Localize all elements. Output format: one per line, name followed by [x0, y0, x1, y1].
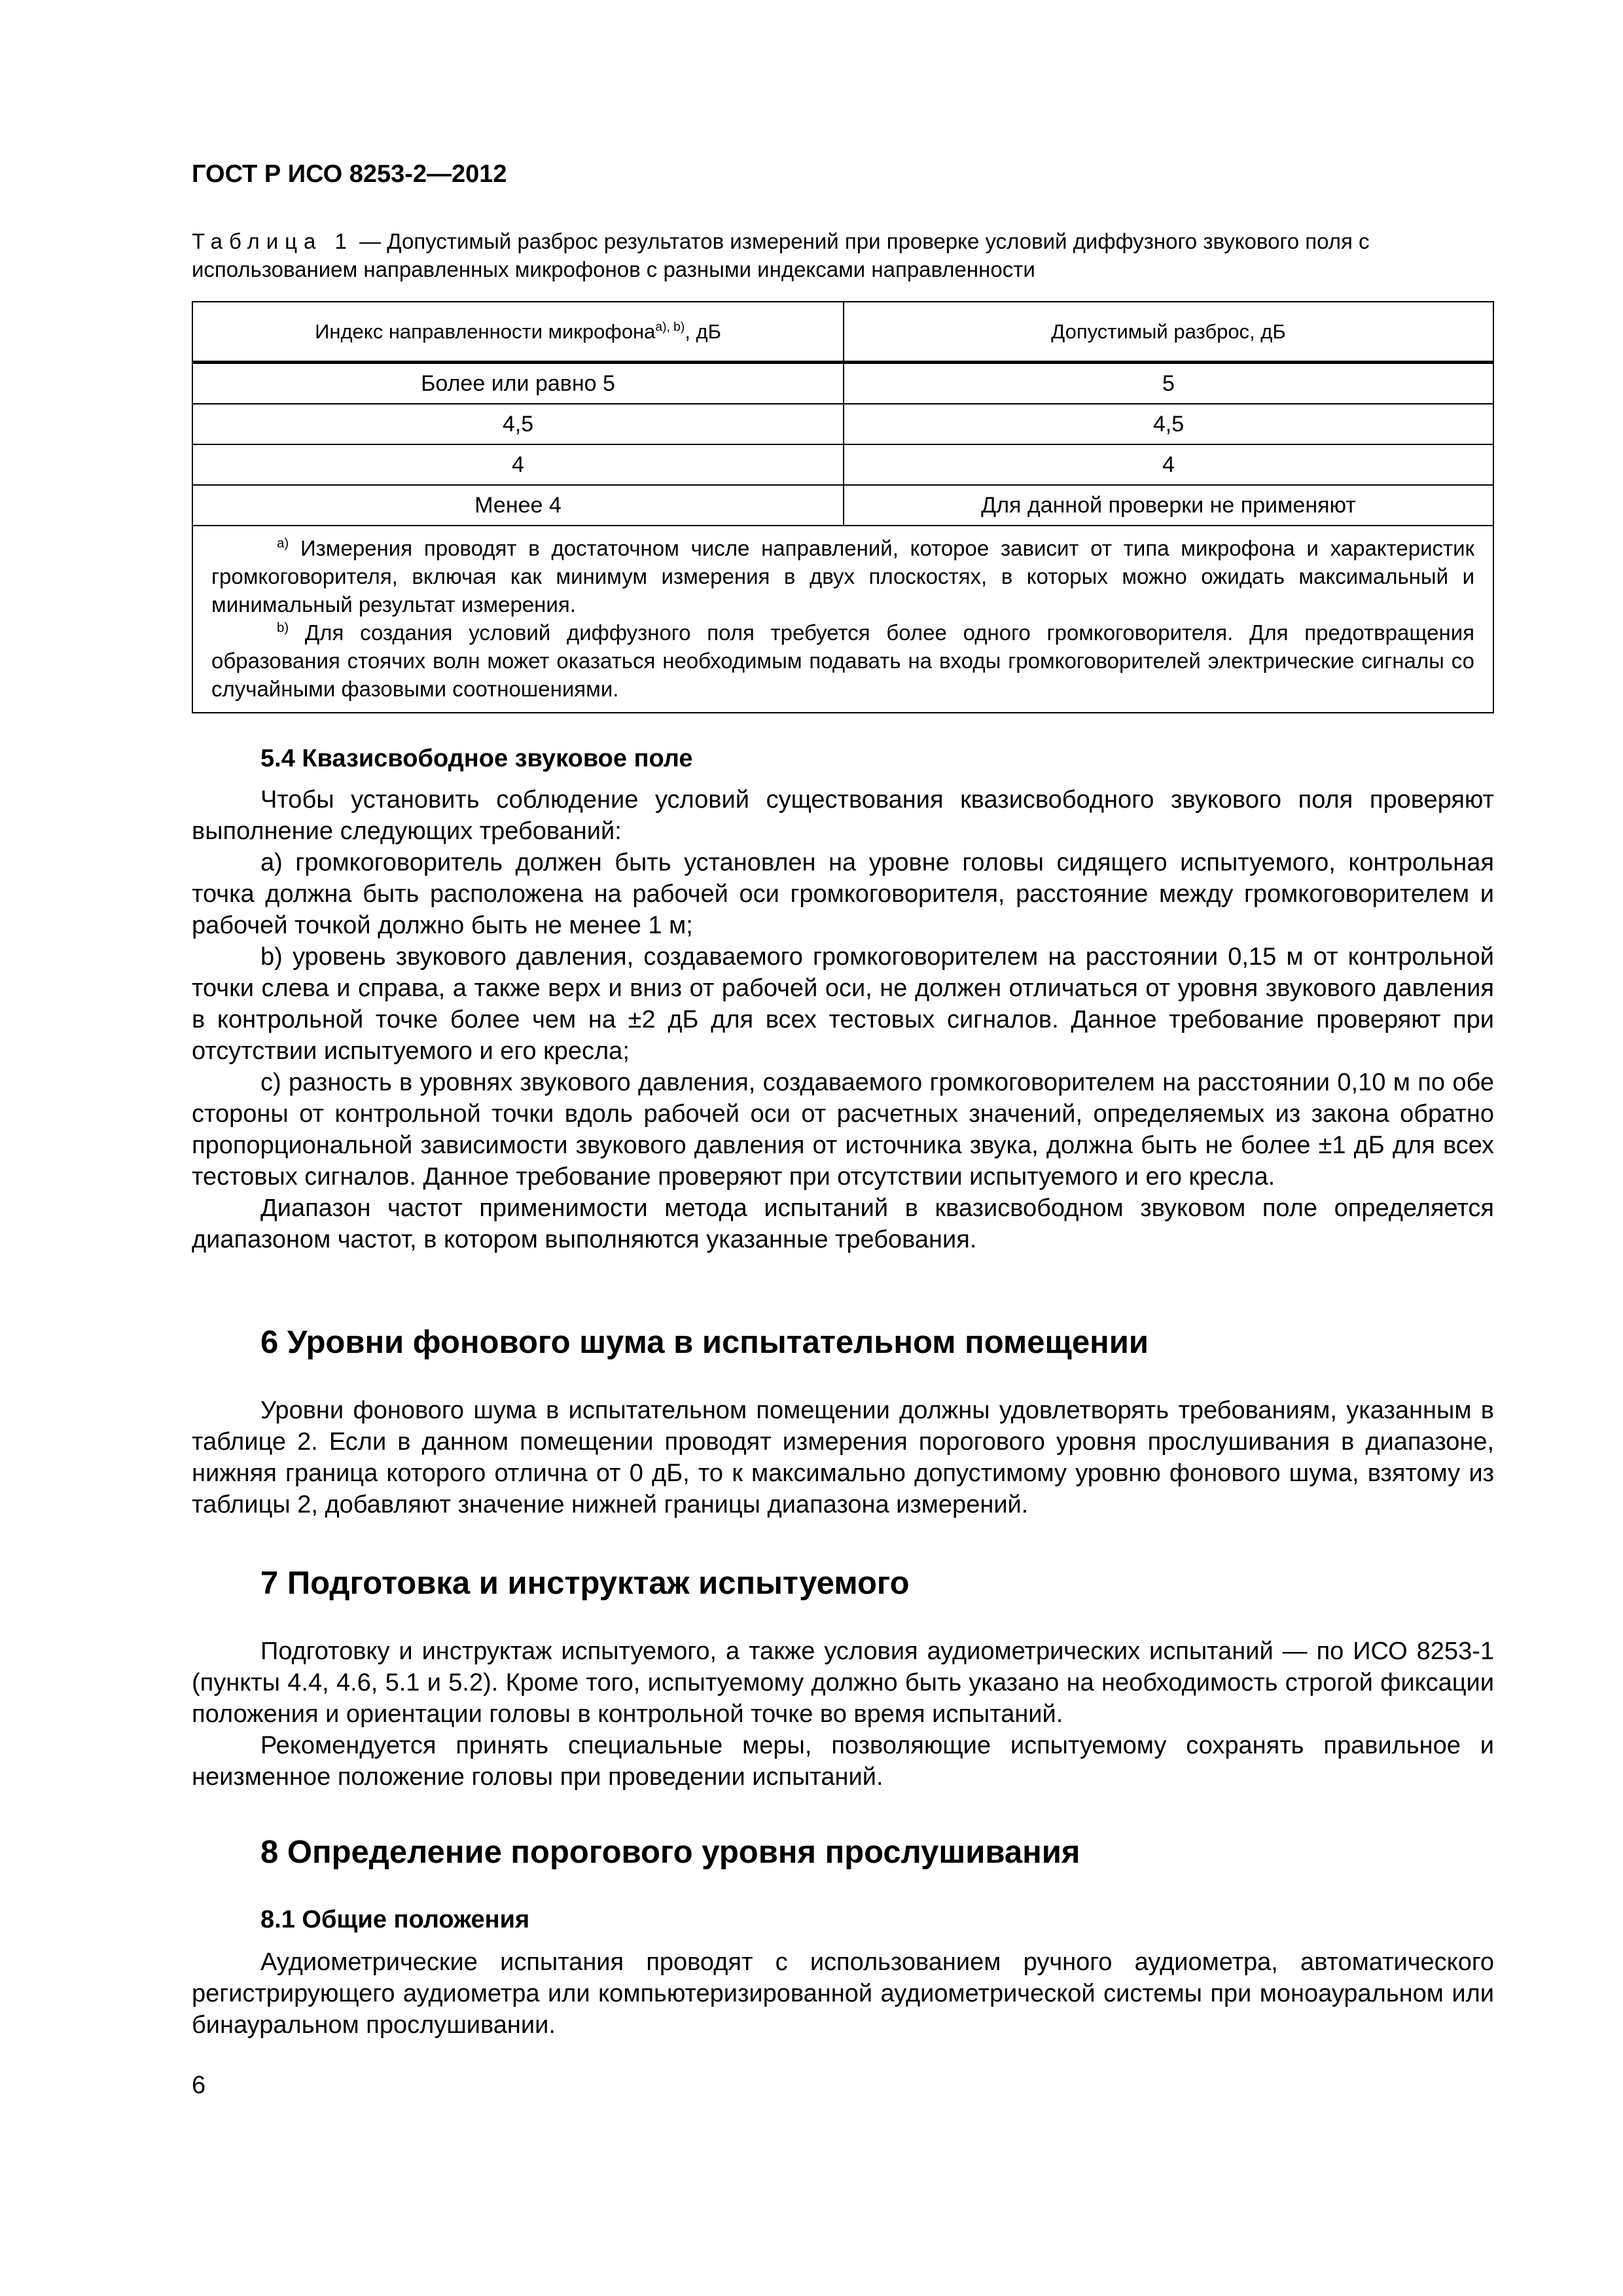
page-header-standard: ГОСТ Р ИСО 8253-2—2012: [192, 160, 507, 188]
paragraph: Чтобы установить соблюдение условий существования квазисвободного звукового поля проверяют выполнение следующих требований:: [192, 786, 1494, 845]
table-cell-index: 4: [192, 444, 844, 485]
table-row: [192, 363, 1493, 404]
table-header-row: [192, 302, 1493, 363]
table-cell-index: Более или равно 5: [192, 363, 844, 404]
paragraph: c) разность в уровнях звукового давления, создаваемого громкоговорителем на расстоянии 0,10 м по обе стороны от контрольной точки вдоль рабочей оси от расчетных значений, определяемых из закона обратно пропорциональной зависимости звукового давления от источника звука, должна быть не более ±1 дБ для всех тестовых сигналов. Данное требование проверяют при отсутствии испытуемого и его кресла.: [192, 1069, 1494, 1191]
paragraph: Рекомендуется принять специальные меры, позволяющие испытуемому сохранять правильное и неизменное положение головы при проведении испытаний.: [192, 1732, 1494, 1791]
table-cell-index: 4,5: [192, 404, 844, 444]
paragraph: b) уровень звукового давления, создаваемого громкоговорителем на расстоянии 0,15 м от контрольной точки слева и справа, а также верх и вниз от рабочей оси, не должен отличаться от уровня звукового давления в контрольной точке более чем на ±2 дБ для всех тестовых сигналов. Данное требование проверяют при отсутствии испытуемого и его кресла;: [192, 943, 1494, 1065]
paragraph: a) громкоговоритель должен быть установлен на уровне головы сидящего испытуемого, контрольная точка должна быть расположена на рабочей оси громкоговорителя, расстояние между громкоговорителем и рабочей точкой должно быть не менее 1 м;: [192, 849, 1494, 939]
table-notes: [192, 526, 1493, 713]
section-6-body: [192, 1395, 1494, 1520]
page-number: 6: [192, 2072, 206, 2099]
table-notes-row: [192, 526, 1493, 713]
table-note: $^{b)}$ Для создания условий диффузного поля требуется более одного громкоговорителя. Для предотвращения образования стоячих волн может оказаться необходимым подавать на входы громкоговорителей электрические сигналы со случайными фазовыми соотношениями.: [211, 620, 1474, 701]
section-6-heading: 6 Уровни фонового шума в испытательном помещении: [260, 1325, 1149, 1360]
paragraph: Аудиометрические испытания проводят с использованием ручного аудиометра, автоматического регистрирующего аудиометра или компьютеризированной аудиометрической системы при моноауральном или бинауральном прослушивании.: [192, 1948, 1494, 2039]
section-7-body: [192, 1636, 1494, 1793]
table-cell-spread: 4,5: [844, 404, 1493, 444]
table-cell-spread: Для данной проверки не применяют: [844, 485, 1493, 526]
section-7-heading: 7 Подготовка и инструктаж испытуемого: [260, 1566, 910, 1601]
table-caption: [192, 227, 1494, 283]
table-caption-text: — Допустимый разброс результатов измерений при проверке условий диффузного звукового поля с использованием направленных микрофонов с разными индексами направленности: [192, 229, 1370, 281]
table-cell-index: Менее 4: [192, 485, 844, 526]
col-header-allowed-spread: Допустимый разброс, дБ: [844, 302, 1493, 363]
paragraph: Диапазон частот применимости метода испытаний в квазисвободном звуковом поле определяется диапазоном частот, в котором выполняются указанные требования.: [192, 1194, 1494, 1253]
table-caption-label: Таблица 1: [192, 229, 353, 253]
table-note: $^{a)}$ Измерения проводят в достаточном числе направлений, которое зависит от типа микрофона и характеристик громкоговорителя, включая как минимум измерения в двух плоскостях, в которых можно ожидать максимальный и минимальный результат измерения.: [211, 535, 1474, 617]
section-8-1-body: [192, 1946, 1494, 2041]
section-5-4-body: [192, 784, 1494, 1255]
directivity-table: [192, 301, 1494, 713]
table-row: [192, 444, 1493, 485]
table-cell-spread: 5: [844, 363, 1493, 404]
section-8-heading: 8 Определение порогового уровня прослушивания: [260, 1835, 1080, 1870]
table-row: [192, 404, 1493, 444]
table-row: [192, 485, 1493, 526]
paragraph: Уровни фонового шума в испытательном помещении должны удовлетворять требованиям, указанным в таблице 2. Если в данном помещении проводят измерения порогового уровня прослушивания в диапазоне, нижняя граница которого отлична от 0 дБ, то к максимально допустимому уровню фонового шума, взятому из таблицы 2, добавляют значение нижней границы диапазона измерений.: [192, 1397, 1494, 1518]
table-cell-spread: 4: [844, 444, 1493, 485]
paragraph: Подготовку и инструктаж испытуемого, а также условия аудиометрических испытаний — по ИСО 8253-1 (пункты 4.4, 4.6, 5.1 и 5.2). Кроме того, испытуемому должно быть указано на необходимость строгой фиксации положения и ориентации головы в контрольной точке во время испытаний.: [192, 1638, 1494, 1728]
section-5-4-heading: 5.4 Квазисвободное звуковое поле: [260, 745, 693, 772]
col-header-directivity-index: Индекс направленности микрофона$^{a), b)}$, дБ: [192, 302, 844, 363]
section-8-1-heading: 8.1 Общие положения: [260, 1906, 530, 1933]
